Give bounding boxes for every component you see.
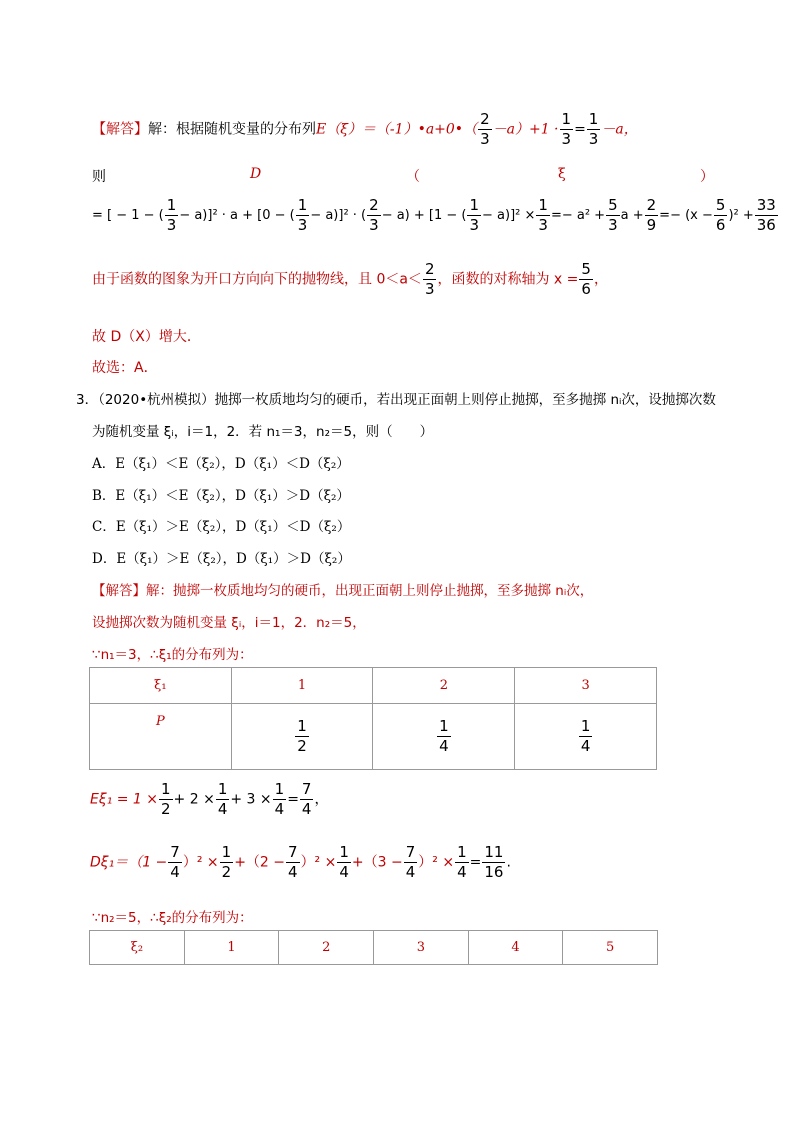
answer3-line3: ∵n₁＝3，∴ξ₁的分布列为： xyxy=(92,647,253,663)
option-d: D．E（ξ₁）＞E（ξ₂），D（ξ₁）＞D（ξ₂） xyxy=(92,551,351,567)
expectation-xi1: Eξ₁ = 1 × $\frac{1}{2}$ + 2 × $\frac{1}{4}$ + 3 × $\frac{1}{4}$ = $\frac{7}{4}$ ， xyxy=(90,780,329,818)
table-cell: 1 xyxy=(184,931,279,965)
expr: E（ξ）＝（-1）•a+0•（ xyxy=(316,121,478,138)
expr: －a）+1 · xyxy=(492,121,559,138)
table-cell: 2 xyxy=(279,931,374,965)
question3-line2: 为随机变量 ξᵢ，i＝1，2．若 n₁＝3，n₂＝5，则（ ） xyxy=(92,424,434,440)
table-cell: 5 xyxy=(563,931,658,965)
table-row xyxy=(90,931,658,965)
table-row xyxy=(90,668,657,704)
table-cell: P xyxy=(90,704,232,770)
table-cell: 3 xyxy=(374,931,469,965)
table-cell: $\frac{1}{2}$ xyxy=(231,704,373,770)
table-cell: 4 xyxy=(468,931,563,965)
option-c: C．E（ξ₁）＞E（ξ₂），D（ξ₁）＜D（ξ₂） xyxy=(92,519,351,535)
expr: －a， xyxy=(601,121,638,138)
table-cell: $\frac{1}{4}$ xyxy=(515,704,657,770)
table-cell: $\frac{1}{4}$ xyxy=(373,704,515,770)
answer-line-e: 【解答】解：根据随机变量的分布列E（ξ）＝（-1）•a+0•（ $\frac{2}{3}$ －a）+1 · $\frac{1}{3}$ = $\frac{1}{3}$ －a， xyxy=(92,110,638,148)
left-paren: （ xyxy=(406,169,420,185)
variance-formula: = [ − 1 − ( $\frac{1}{3}$ − a)]² · a + [0 − ( $\frac{1}{3}$ − a)]² · ( $\frac{2}{3}$ − a) + [1 − ( $\frac{1}{3}$ − a)]² × $\frac{1}{3}$ =− a² + $\frac{5}{3}$ a + $\frac{2}{9}$ =− (x − $\frac{5}{6}$ )² + $\frac{33}{36}$ xyxy=(92,196,776,234)
fraction: $\frac{2}{3}$ xyxy=(480,110,490,148)
xi-symbol: ξ xyxy=(558,166,566,182)
table-cell: 3 xyxy=(515,668,657,704)
right-paren: ） xyxy=(700,169,714,185)
distribution-table-1 xyxy=(89,667,657,770)
table-cell: 2 xyxy=(373,668,515,704)
answer-tag: 【解答】 xyxy=(92,121,148,138)
fraction: $\frac{1}{3}$ xyxy=(561,110,572,148)
conclusion-line: 故 D（X）增大． xyxy=(92,329,201,345)
option-b: B．E（ξ₁）＜E（ξ₂），D（ξ₁）＞D（ξ₂） xyxy=(92,488,350,504)
parabola-line: 由于函数的图象为开口方向向下的抛物线，且 0＜a＜ $\frac{2}{3}$ ，函数的对称轴为 x = $\frac{5}{6}$ ， xyxy=(92,260,608,298)
n2-line: ∵n₂＝5，∴ξ₂的分布列为： xyxy=(92,910,253,926)
answer-tag: 【解答】 xyxy=(92,583,146,599)
table-cell: ξ₂ xyxy=(90,931,185,965)
variance-xi1: Dξ₁＝（1 − $\frac{7}{4}$ ）² × $\frac{1}{2}$ +（2 − $\frac{7}{4}$ ）² × $\frac{1}{4}$ +（3 − $\frac{7}{4}$ ）² × $\frac{1}{4}$ = $\frac{11}{16}$ . xyxy=(90,843,511,881)
answer3-line1 xyxy=(92,579,593,599)
d-symbol: D xyxy=(250,166,262,182)
fraction: $\frac{1}{3}$ xyxy=(588,110,599,148)
table-cell: 1 xyxy=(231,668,373,704)
table-cell: ξ₁ xyxy=(90,668,232,704)
answer-text: 解：抛掷一枚质地均匀的硬币，出现正面朝上则停止抛掷，至多抛掷 nᵢ次， xyxy=(146,583,594,599)
option-a: A．E（ξ₁）＜E（ξ₂），D（ξ₁）＜D（ξ₂） xyxy=(92,456,350,472)
distribution-table-2 xyxy=(89,930,658,965)
question3-line1: 3．（2020•杭州模拟）抛掷一枚质地均匀的硬币，若出现正面朝上则停止抛掷，至多抛掷 nᵢ次，设抛掷次数 xyxy=(76,392,716,408)
choice-line: 故选：A． xyxy=(92,360,158,376)
answer-text: 解：根据随机变量的分布列 xyxy=(148,121,316,138)
table-row xyxy=(90,704,657,770)
answer3-line2: 设抛掷次数为随机变量 ξᵢ，i＝1，2．n₂＝5， xyxy=(92,615,366,631)
ze-label: 则 xyxy=(92,169,106,185)
